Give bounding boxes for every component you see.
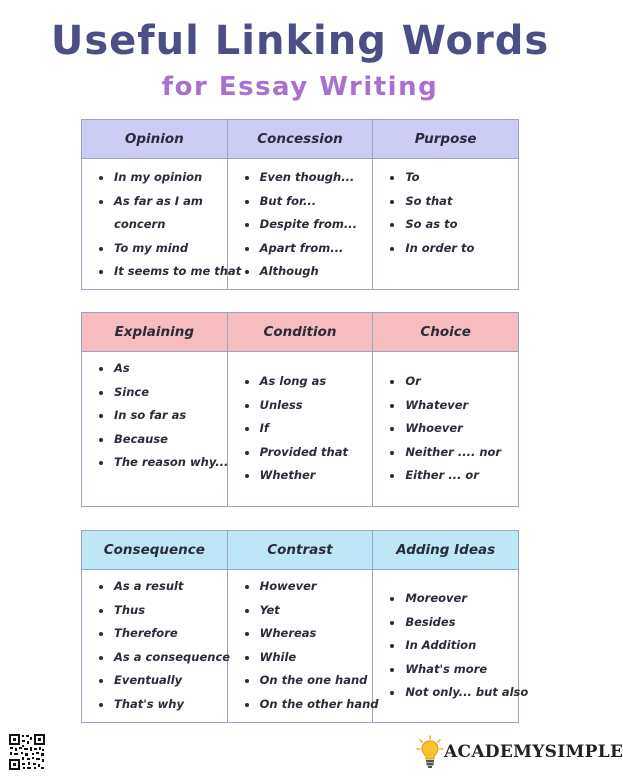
item-text: Yet bbox=[259, 602, 280, 617]
item-text: Although bbox=[259, 264, 319, 278]
item-text: Apart from... bbox=[259, 240, 344, 255]
list-item bbox=[373, 611, 518, 635]
list-item bbox=[228, 669, 373, 693]
list-item bbox=[228, 370, 373, 394]
bullet-icon bbox=[245, 200, 249, 204]
list-item bbox=[82, 190, 227, 214]
item-text: Eventually bbox=[114, 673, 183, 687]
bullet-icon bbox=[245, 703, 249, 707]
list-item bbox=[82, 646, 231, 670]
bullet-icon bbox=[245, 585, 249, 589]
bullet-icon bbox=[99, 176, 103, 180]
item-text: As a result bbox=[114, 579, 184, 593]
list-item bbox=[373, 681, 529, 705]
item-text: Despite from... bbox=[259, 217, 357, 231]
table-body-row bbox=[82, 352, 519, 507]
list-item bbox=[373, 190, 518, 214]
column-header-opinion: Opinion bbox=[82, 120, 228, 159]
list-item bbox=[373, 658, 518, 682]
list-item bbox=[228, 237, 373, 261]
item-text: Whatever bbox=[405, 397, 469, 412]
bullet-icon bbox=[245, 656, 249, 660]
bullet-icon bbox=[99, 679, 103, 683]
list-item bbox=[82, 381, 227, 405]
list-item bbox=[373, 394, 518, 418]
list-item bbox=[82, 599, 227, 623]
contrast-list bbox=[228, 575, 379, 716]
bullet-icon bbox=[99, 414, 103, 418]
bullet-icon bbox=[99, 461, 103, 465]
list-item bbox=[82, 693, 227, 717]
list-item bbox=[82, 404, 227, 428]
lightbulb-icon bbox=[416, 735, 444, 769]
bullet-icon bbox=[390, 597, 394, 601]
table-header-row bbox=[82, 313, 519, 352]
linking-table-2 bbox=[81, 312, 519, 507]
bullet-icon bbox=[390, 223, 394, 227]
item-text: So as to bbox=[405, 217, 458, 231]
item-text: To my mind bbox=[114, 240, 189, 255]
bullet-icon bbox=[99, 270, 103, 274]
bullet-icon bbox=[390, 200, 394, 204]
list-item bbox=[228, 190, 373, 214]
page-title: Useful Linking Words bbox=[50, 18, 550, 64]
list-item bbox=[82, 622, 227, 646]
page-subtitle: for Essay Writing bbox=[161, 72, 439, 102]
list-item bbox=[228, 646, 373, 670]
bullet-icon bbox=[390, 451, 394, 455]
list-item bbox=[373, 213, 518, 237]
bullet-icon bbox=[390, 247, 394, 251]
bullet-icon bbox=[99, 391, 103, 395]
list-item bbox=[228, 417, 373, 441]
item-text: Either ... or bbox=[405, 468, 479, 482]
bullet-icon bbox=[245, 270, 249, 274]
list-item bbox=[228, 693, 379, 717]
bullet-icon bbox=[99, 703, 103, 707]
bullet-icon bbox=[390, 668, 394, 672]
item-text: Not only... but also bbox=[405, 685, 529, 699]
column-header-choice: Choice bbox=[373, 313, 519, 352]
bullet-icon bbox=[245, 451, 249, 455]
bullet-icon bbox=[390, 380, 394, 384]
item-text: Or bbox=[405, 374, 421, 388]
list-item bbox=[373, 634, 518, 658]
contrast-cell bbox=[227, 570, 379, 723]
adding-ideas-list bbox=[373, 587, 529, 705]
item-text: Whether bbox=[259, 468, 316, 482]
item-text: If bbox=[259, 421, 269, 435]
qr-code-icon[interactable] bbox=[8, 733, 46, 771]
bullet-icon bbox=[390, 474, 394, 478]
list-item bbox=[228, 260, 373, 284]
brand-name: ACADEMYSIMPLE bbox=[444, 742, 623, 762]
bullet-icon bbox=[390, 427, 394, 431]
condition-cell bbox=[227, 352, 373, 507]
column-header-condition: Condition bbox=[227, 313, 373, 352]
bullet-icon bbox=[245, 176, 249, 180]
list-item bbox=[82, 357, 227, 381]
list-item bbox=[228, 166, 373, 190]
list-item bbox=[228, 441, 373, 465]
item-text: As a consequence bbox=[114, 649, 231, 664]
item-text: Besides bbox=[405, 614, 456, 629]
column-header-concession: Concession bbox=[227, 120, 373, 159]
condition-list bbox=[228, 370, 373, 488]
list-item-continuation bbox=[82, 213, 227, 237]
bullet-icon bbox=[390, 404, 394, 408]
bullet-icon bbox=[245, 609, 249, 613]
list-item bbox=[82, 166, 227, 190]
item-text: On the other hand bbox=[259, 696, 379, 711]
purpose-cell bbox=[373, 159, 519, 290]
list-item bbox=[373, 587, 518, 611]
item-text: The reason why... bbox=[114, 455, 229, 469]
bullet-icon bbox=[99, 632, 103, 636]
item-text: In Addition bbox=[405, 638, 477, 652]
linking-table-1 bbox=[81, 119, 519, 290]
item-text: To bbox=[405, 170, 420, 184]
linking-table-3 bbox=[81, 530, 529, 723]
column-header-purpose: Purpose bbox=[373, 120, 519, 159]
list-item bbox=[373, 441, 518, 465]
item-text: As long as bbox=[259, 374, 327, 388]
list-item bbox=[82, 428, 227, 452]
list-item bbox=[228, 213, 373, 237]
bullet-icon bbox=[390, 621, 394, 625]
item-text: Neither .... nor bbox=[405, 444, 502, 459]
explaining-list bbox=[82, 357, 227, 475]
opinion-cell bbox=[82, 159, 242, 290]
bullet-icon bbox=[245, 632, 249, 636]
item-text: Unless bbox=[259, 397, 303, 412]
item-text: Whereas bbox=[259, 626, 317, 640]
item-text: In so far as bbox=[114, 408, 187, 422]
column-header-explaining: Explaining bbox=[82, 313, 228, 352]
table-body-row bbox=[82, 570, 519, 723]
bullet-icon bbox=[390, 691, 394, 695]
item-text: Whoever bbox=[405, 421, 463, 435]
list-item bbox=[82, 237, 227, 261]
item-text: Since bbox=[114, 384, 150, 399]
list-item bbox=[228, 622, 373, 646]
item-text: Provided that bbox=[259, 444, 348, 459]
choice-list bbox=[373, 370, 518, 488]
item-text: As bbox=[114, 361, 130, 375]
bullet-icon bbox=[245, 474, 249, 478]
list-item bbox=[228, 599, 373, 623]
bullet-icon bbox=[245, 380, 249, 384]
list-item bbox=[373, 166, 518, 190]
bullet-icon bbox=[245, 679, 249, 683]
adding-ideas-cell bbox=[373, 570, 529, 723]
item-text: Moreover bbox=[405, 591, 467, 605]
academysimple-logo[interactable] bbox=[416, 735, 623, 769]
list-item bbox=[228, 464, 373, 488]
bullet-icon bbox=[99, 247, 103, 251]
bullet-icon bbox=[390, 644, 394, 648]
item-text: But for... bbox=[259, 193, 317, 208]
concession-cell bbox=[227, 159, 373, 290]
item-text: It seems to me that bbox=[114, 264, 242, 278]
item-text: In order to bbox=[405, 240, 475, 255]
item-text: What's more bbox=[405, 661, 488, 676]
table-header-row bbox=[82, 120, 519, 159]
bullet-icon bbox=[99, 609, 103, 613]
item-text: concern bbox=[114, 217, 166, 231]
item-text: In my opinion bbox=[114, 170, 203, 184]
concession-list bbox=[228, 166, 373, 284]
item-text: So that bbox=[405, 193, 453, 208]
item-text: However bbox=[259, 579, 317, 593]
consequence-cell bbox=[82, 570, 231, 723]
bullet-icon bbox=[245, 247, 249, 251]
consequence-list bbox=[82, 575, 231, 716]
item-text: Thus bbox=[114, 602, 146, 617]
list-item bbox=[82, 669, 227, 693]
item-text: Even though... bbox=[259, 170, 355, 184]
bullet-icon bbox=[99, 656, 103, 660]
table-body-row bbox=[82, 159, 519, 290]
column-header-consequence: Consequence bbox=[82, 531, 228, 570]
bullet-icon bbox=[99, 367, 103, 371]
table-header-row bbox=[82, 531, 519, 570]
item-text: That's why bbox=[114, 696, 184, 711]
item-text: As far as I am bbox=[114, 193, 203, 208]
list-item bbox=[373, 464, 518, 488]
bullet-icon bbox=[245, 427, 249, 431]
explaining-cell bbox=[82, 352, 228, 507]
list-item bbox=[82, 451, 227, 475]
list-item bbox=[228, 394, 373, 418]
list-item bbox=[82, 260, 242, 284]
column-header-adding-ideas: Adding Ideas bbox=[373, 531, 519, 570]
bullet-icon bbox=[99, 200, 103, 204]
bullet-icon bbox=[99, 438, 103, 442]
qr-code-graphic bbox=[8, 733, 46, 771]
opinion-list bbox=[82, 166, 242, 284]
bullet-icon bbox=[245, 223, 249, 227]
list-item bbox=[373, 370, 518, 394]
purpose-list bbox=[373, 166, 518, 260]
item-text: Because bbox=[114, 431, 168, 446]
item-text: On the one hand bbox=[259, 673, 368, 687]
list-item bbox=[373, 417, 518, 441]
bullet-icon bbox=[99, 585, 103, 589]
choice-cell bbox=[373, 352, 519, 507]
item-text: Therefore bbox=[114, 626, 178, 640]
list-item bbox=[82, 575, 227, 599]
bullet-icon bbox=[245, 404, 249, 408]
column-header-contrast: Contrast bbox=[227, 531, 373, 570]
list-item bbox=[228, 575, 373, 599]
list-item bbox=[373, 237, 518, 261]
bullet-icon bbox=[390, 176, 394, 180]
item-text: While bbox=[259, 649, 297, 664]
